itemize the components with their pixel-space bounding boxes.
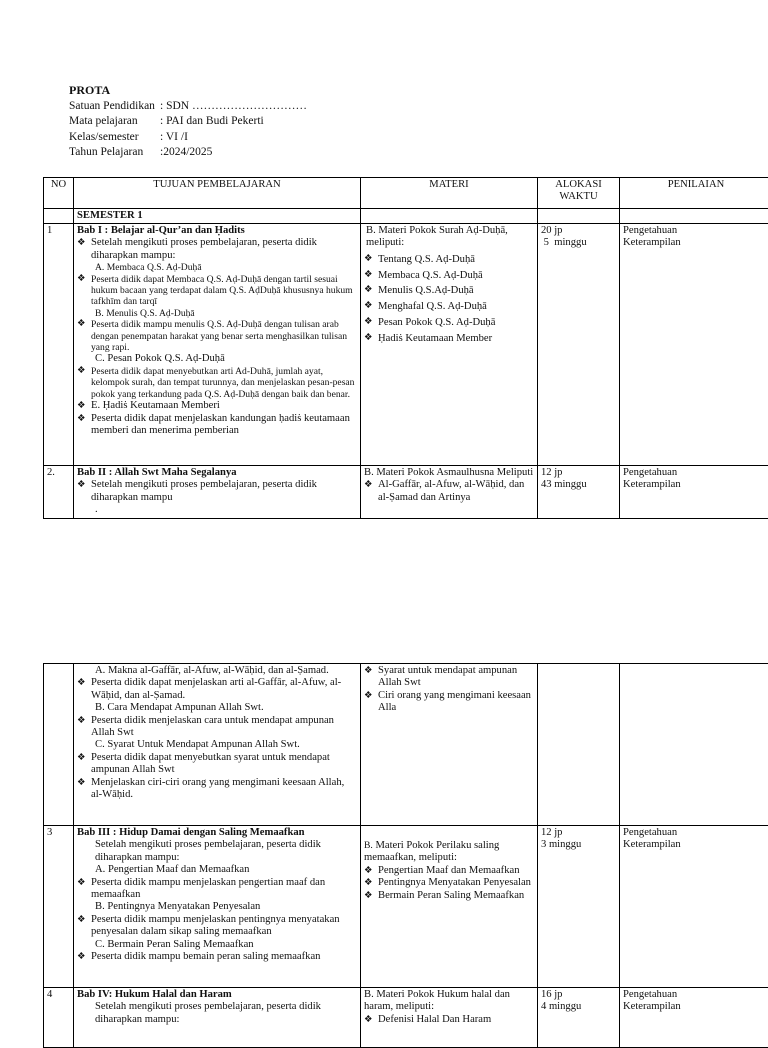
bullet-icon: ❖: [77, 366, 91, 400]
subheading: C. Syarat Untuk Mendapat Ampunan Allah Swt.: [77, 739, 357, 751]
penilaian-cell: [620, 988, 768, 1048]
bab-title: Bab III : Hidup Damai dengan Saling Memaafkan: [77, 827, 357, 839]
tujuan-cell: [74, 826, 361, 988]
intro-text: Setelah mengikuti proses pembelajaran, peserta didik diharapkan mampu:: [77, 1001, 357, 1026]
bullet-icon: ❖: [77, 413, 91, 438]
alokasi-jp: 12 jp: [541, 467, 616, 479]
bullet-icon: ❖: [77, 274, 91, 308]
bullet-icon: ❖: [77, 400, 91, 412]
header-value: : VI /I: [160, 130, 188, 146]
semester-label: SEMESTER 1: [74, 209, 361, 224]
list-item: [77, 479, 357, 504]
bullet-icon: ❖: [77, 877, 91, 902]
list-item: [364, 331, 534, 347]
header-key: Kelas/semester: [69, 130, 160, 146]
header-row: [69, 114, 307, 130]
bab-title: Bab IV: Hukum Halal dan Haram: [77, 989, 357, 1001]
header-key: Satuan Pendidikan: [69, 99, 160, 115]
subheading: A. Pengertian Maaf dan Memaafkan: [77, 864, 357, 876]
penilaian-item: Pengetahuan: [623, 989, 768, 1001]
bullet-icon: ❖: [77, 715, 91, 740]
prota-header: [69, 83, 307, 161]
list-item: [364, 268, 534, 284]
item-text: Peserta didik dapat menjelaskan kandungan ḥadiṡ keutamaan memberi dan menerima pemberian: [91, 413, 357, 438]
col-header-penilaian: PENILAIAN: [620, 178, 768, 209]
list-item: [77, 752, 357, 777]
bullet-icon: ❖: [364, 268, 378, 284]
list-item: [77, 274, 357, 308]
tujuan-cell: [74, 466, 361, 519]
subheading: C. Bermain Peran Saling Memaafkan: [77, 939, 357, 951]
bullet-icon: ❖: [77, 752, 91, 777]
penilaian-item: Pengetahuan: [623, 467, 768, 479]
bullet-icon: ❖: [364, 665, 378, 690]
item-text: Pesan Pokok Q.S. Aḍ-Duḥā: [378, 315, 495, 331]
list-item: [77, 366, 357, 400]
item-text: Membaca Q.S. Aḍ-Duḥā: [378, 268, 483, 284]
materi-cell: [361, 466, 538, 519]
bullet-icon: ❖: [364, 283, 378, 299]
penilaian-cell: [620, 224, 768, 466]
materi-heading-text: Materi Pokok Perilaku saling memaafkan, meliputi:: [364, 840, 499, 863]
list-item: [364, 252, 534, 268]
list-item: [364, 690, 534, 715]
list-item: [364, 865, 534, 877]
penilaian-item: Pengetahuan: [623, 225, 768, 237]
materi-heading: [364, 840, 534, 865]
list-item: [364, 315, 534, 331]
intro-text: Setelah mengikuti proses pembelajaran, peserta didik diharapkan mampu:: [77, 839, 357, 864]
bab-title: [77, 467, 357, 479]
item-text: E. Ḥadiṡ Keutamaan Memberi: [91, 400, 220, 412]
item-text: Peserta didik dapat menyebutkan syarat untuk mendapat ampunan Allah Swt: [91, 752, 357, 777]
tujuan-cell: [74, 988, 361, 1048]
item-text: Tentang Q.S. Aḍ-Duḥā: [378, 252, 475, 268]
list-item: [77, 951, 357, 963]
item-text: Pengertian Maaf dan Memaafkan: [378, 865, 520, 877]
alokasi-jp: 12 jp: [541, 827, 616, 839]
alokasi-minggu: 5 minggu: [541, 237, 616, 249]
list-item: [77, 400, 357, 412]
header-key: Mata pelajaran: [69, 114, 160, 130]
bullet-icon: ❖: [364, 315, 378, 331]
list-item: [77, 914, 357, 939]
item-text: Menghafal Q.S. Aḍ-Duḥā: [378, 299, 487, 315]
bullet-icon: ❖: [364, 865, 378, 877]
list-item: [364, 283, 534, 299]
bullet-icon: ❖: [364, 877, 378, 889]
subheading: B. Pentingnya Menyatakan Penyesalan: [77, 901, 357, 913]
col-header-no: NO: [44, 178, 74, 209]
bullet-icon: ❖: [364, 479, 378, 504]
list-item: [77, 877, 357, 902]
materi-heading-marker: B.: [364, 840, 373, 851]
row-no: 4: [44, 988, 74, 1048]
subheading: A. Makna al-Gaffār, al-Afuw, al-Wāḥid, dan al-Ṣamad.: [77, 665, 357, 677]
semester-row: [44, 209, 768, 224]
trailing-dot: .: [77, 504, 357, 516]
table-row: [44, 826, 768, 988]
alokasi-jp: 20 jp: [541, 225, 616, 237]
alokasi-minggu: 3 minggu: [541, 839, 616, 851]
list-item: [77, 777, 357, 802]
bullet-icon: ❖: [364, 299, 378, 315]
header-row: [69, 130, 307, 146]
list-item: [364, 299, 534, 315]
item-text: Ciri orang yang mengimani keesaan Alla: [378, 690, 534, 715]
penilaian-item: Keterampilan: [623, 1001, 768, 1013]
bullet-icon: ❖: [77, 319, 91, 353]
item-text: Setelah mengikuti proses pembelajaran, peserta didik diharapkan mampu: [91, 479, 357, 504]
penilaian-cell: [620, 466, 768, 519]
item-text: Peserta didik dapat Membaca Q.S. Aḍ-Duḥā dengan tartil sesuai hukum bacaan yang terdapat dalam Q.S. AḍDuḥā khususnya hukum tafkhīm dan tarqī: [91, 274, 357, 308]
alokasi-cell: [538, 224, 620, 466]
item-text: Peserta didik mampu menjelaskan pengertian maaf dan memaafkan: [91, 877, 357, 902]
header-value: : PAI dan Budi Pekerti: [160, 114, 264, 130]
bullet-icon: ❖: [77, 777, 91, 802]
alokasi-minggu: 4 minggu: [541, 1001, 616, 1013]
list-item: [364, 1014, 534, 1026]
penilaian-item: Keterampilan: [623, 237, 768, 249]
bullet-icon: ❖: [77, 951, 91, 963]
item-text: Bermain Peran Saling Memaafkan: [378, 890, 524, 902]
materi-list: [364, 252, 534, 347]
bullet-icon: ❖: [77, 914, 91, 939]
table-row: [44, 466, 768, 519]
item-text: Al-Gaffār, al-Afuw, al-Wāḥid, dan al-Ṣamad dan Artinya: [378, 479, 534, 504]
alokasi-minggu: 43 minggu: [541, 479, 616, 491]
bullet-icon: ❖: [364, 1014, 378, 1026]
materi-cell: [361, 664, 538, 826]
bullet-icon: ❖: [77, 677, 91, 702]
materi-heading: B. Materi Pokok Surah Aḍ-Duḥā, meliputi:: [364, 225, 534, 250]
subheading: B. Cara Mendapat Ampunan Allah Swt.: [77, 702, 357, 714]
materi-cell: [361, 224, 538, 466]
item-text: Peserta didik dapat menyebutkan arti Ad-Duhā, jumlah ayat, kelompok surah, dan tempat turunnya, dan menjelaskan pesan-pesan pokok yang terkandung pada Q.S. Aḍ-Duḥā dengan baik dan benar.: [91, 366, 357, 400]
bullet-icon: ❖: [364, 890, 378, 902]
materi-cell: [361, 826, 538, 988]
bullet-icon: ❖: [364, 331, 378, 347]
subheading: B. Menulis Q.S. Aḍ-Duḥā: [77, 308, 357, 319]
list-item: [77, 237, 357, 262]
list-item: [77, 413, 357, 438]
table-row: [44, 224, 768, 466]
item-text: Peserta didik mampu menulis Q.S. Aḍ-Duḥā dengan tulisan arab dengan penempatan harakat yang benar serta menghasilkan tulisan yang rapi.: [91, 319, 357, 353]
item-text: Defenisi Halal Dan Haram: [378, 1014, 491, 1026]
header-row: [69, 99, 307, 115]
item-text: Peserta didik menjelaskan cara untuk mendapat ampunan Allah Swt: [91, 715, 357, 740]
bab-title-rest: : Allah Swt Maha Segalanya: [106, 467, 236, 478]
bab-title-bold: Bab II: [77, 467, 106, 478]
item-text: Ḥadiṡ Keutamaan Member: [378, 331, 492, 347]
list-item: [364, 877, 534, 889]
list-item: [364, 479, 534, 504]
table-header-row: [44, 178, 768, 209]
alokasi-cell: [538, 466, 620, 519]
header-value: : SDN …………………………: [160, 99, 307, 115]
materi-heading: B. Materi Pokok Hukum halal dan haram, meliputi:: [364, 989, 534, 1014]
prota-table-continued: [43, 663, 768, 1048]
row-no: 2.: [44, 466, 74, 519]
item-text: Peserta didik mampu menjelaskan pentingnya menyatakan penyesalan dalam sikap saling memaafkan: [91, 914, 357, 939]
materi-heading: B. Materi Pokok Asmaulhusna Meliputi: [364, 467, 534, 479]
alokasi-jp: 16 jp: [541, 989, 616, 1001]
tujuan-cell: [74, 224, 361, 466]
bullet-icon: ❖: [77, 237, 91, 262]
item-text: Peserta didik dapat menjelaskan arti al-Gaffār, al-Afuw, al-Wāḥid, dan al-Ṣamad.: [91, 677, 357, 702]
page-title: PROTA: [69, 83, 307, 99]
bullet-icon: ❖: [364, 690, 378, 715]
penilaian-item: Pengetahuan: [623, 827, 768, 839]
col-header-materi: MATERI: [361, 178, 538, 209]
penilaian-cell: [620, 826, 768, 988]
header-key: Tahun Pelajaran: [69, 145, 160, 161]
bullet-icon: ❖: [77, 479, 91, 504]
table-row: [44, 664, 768, 826]
materi-cell: [361, 988, 538, 1048]
header-row: [69, 145, 307, 161]
header-value: :2024/2025: [160, 145, 212, 161]
item-text: Syarat untuk mendapat ampunan Allah Swt: [378, 665, 534, 690]
penilaian-item: Keterampilan: [623, 479, 768, 491]
item-text: Menjelaskan ciri-ciri orang yang mengimani keesaan Allah, al-Wāḥid.: [91, 777, 357, 802]
list-item: [77, 677, 357, 702]
row-no: 1: [44, 224, 74, 466]
penilaian-item: Keterampilan: [623, 839, 768, 851]
item-text: Peserta didik mampu bemain peran saling memaafkan: [91, 951, 320, 963]
row-no: 3: [44, 826, 74, 988]
prota-table: [43, 177, 768, 519]
col-header-alokasi: ALOKASI WAKTU: [538, 178, 620, 209]
subheading: C. Pesan Pokok Q.S. Aḍ-Duḥā: [77, 353, 357, 365]
bab-title: Bab I : Belajar al-Qur’an dan Ḥadits: [77, 225, 357, 237]
subheading: A. Membaca Q.S. Aḍ-Duḥā: [77, 262, 357, 273]
item-text: Setelah mengikuti proses pembelajaran, peserta didik diharapkan mampu:: [91, 237, 357, 262]
list-item: [364, 665, 534, 690]
list-item: [77, 715, 357, 740]
table-row: [44, 988, 768, 1048]
alokasi-cell: [538, 988, 620, 1048]
tujuan-cell: [74, 664, 361, 826]
item-text: Menulis Q.S.Aḍ-Duḥā: [378, 283, 474, 299]
alokasi-cell: [538, 826, 620, 988]
list-item: [364, 890, 534, 902]
col-header-tujuan: TUJUAN PEMBELAJARAN: [74, 178, 361, 209]
list-item: [77, 319, 357, 353]
item-text: Pentingnya Menyatakan Penyesalan: [378, 877, 531, 889]
bullet-icon: ❖: [364, 252, 378, 268]
